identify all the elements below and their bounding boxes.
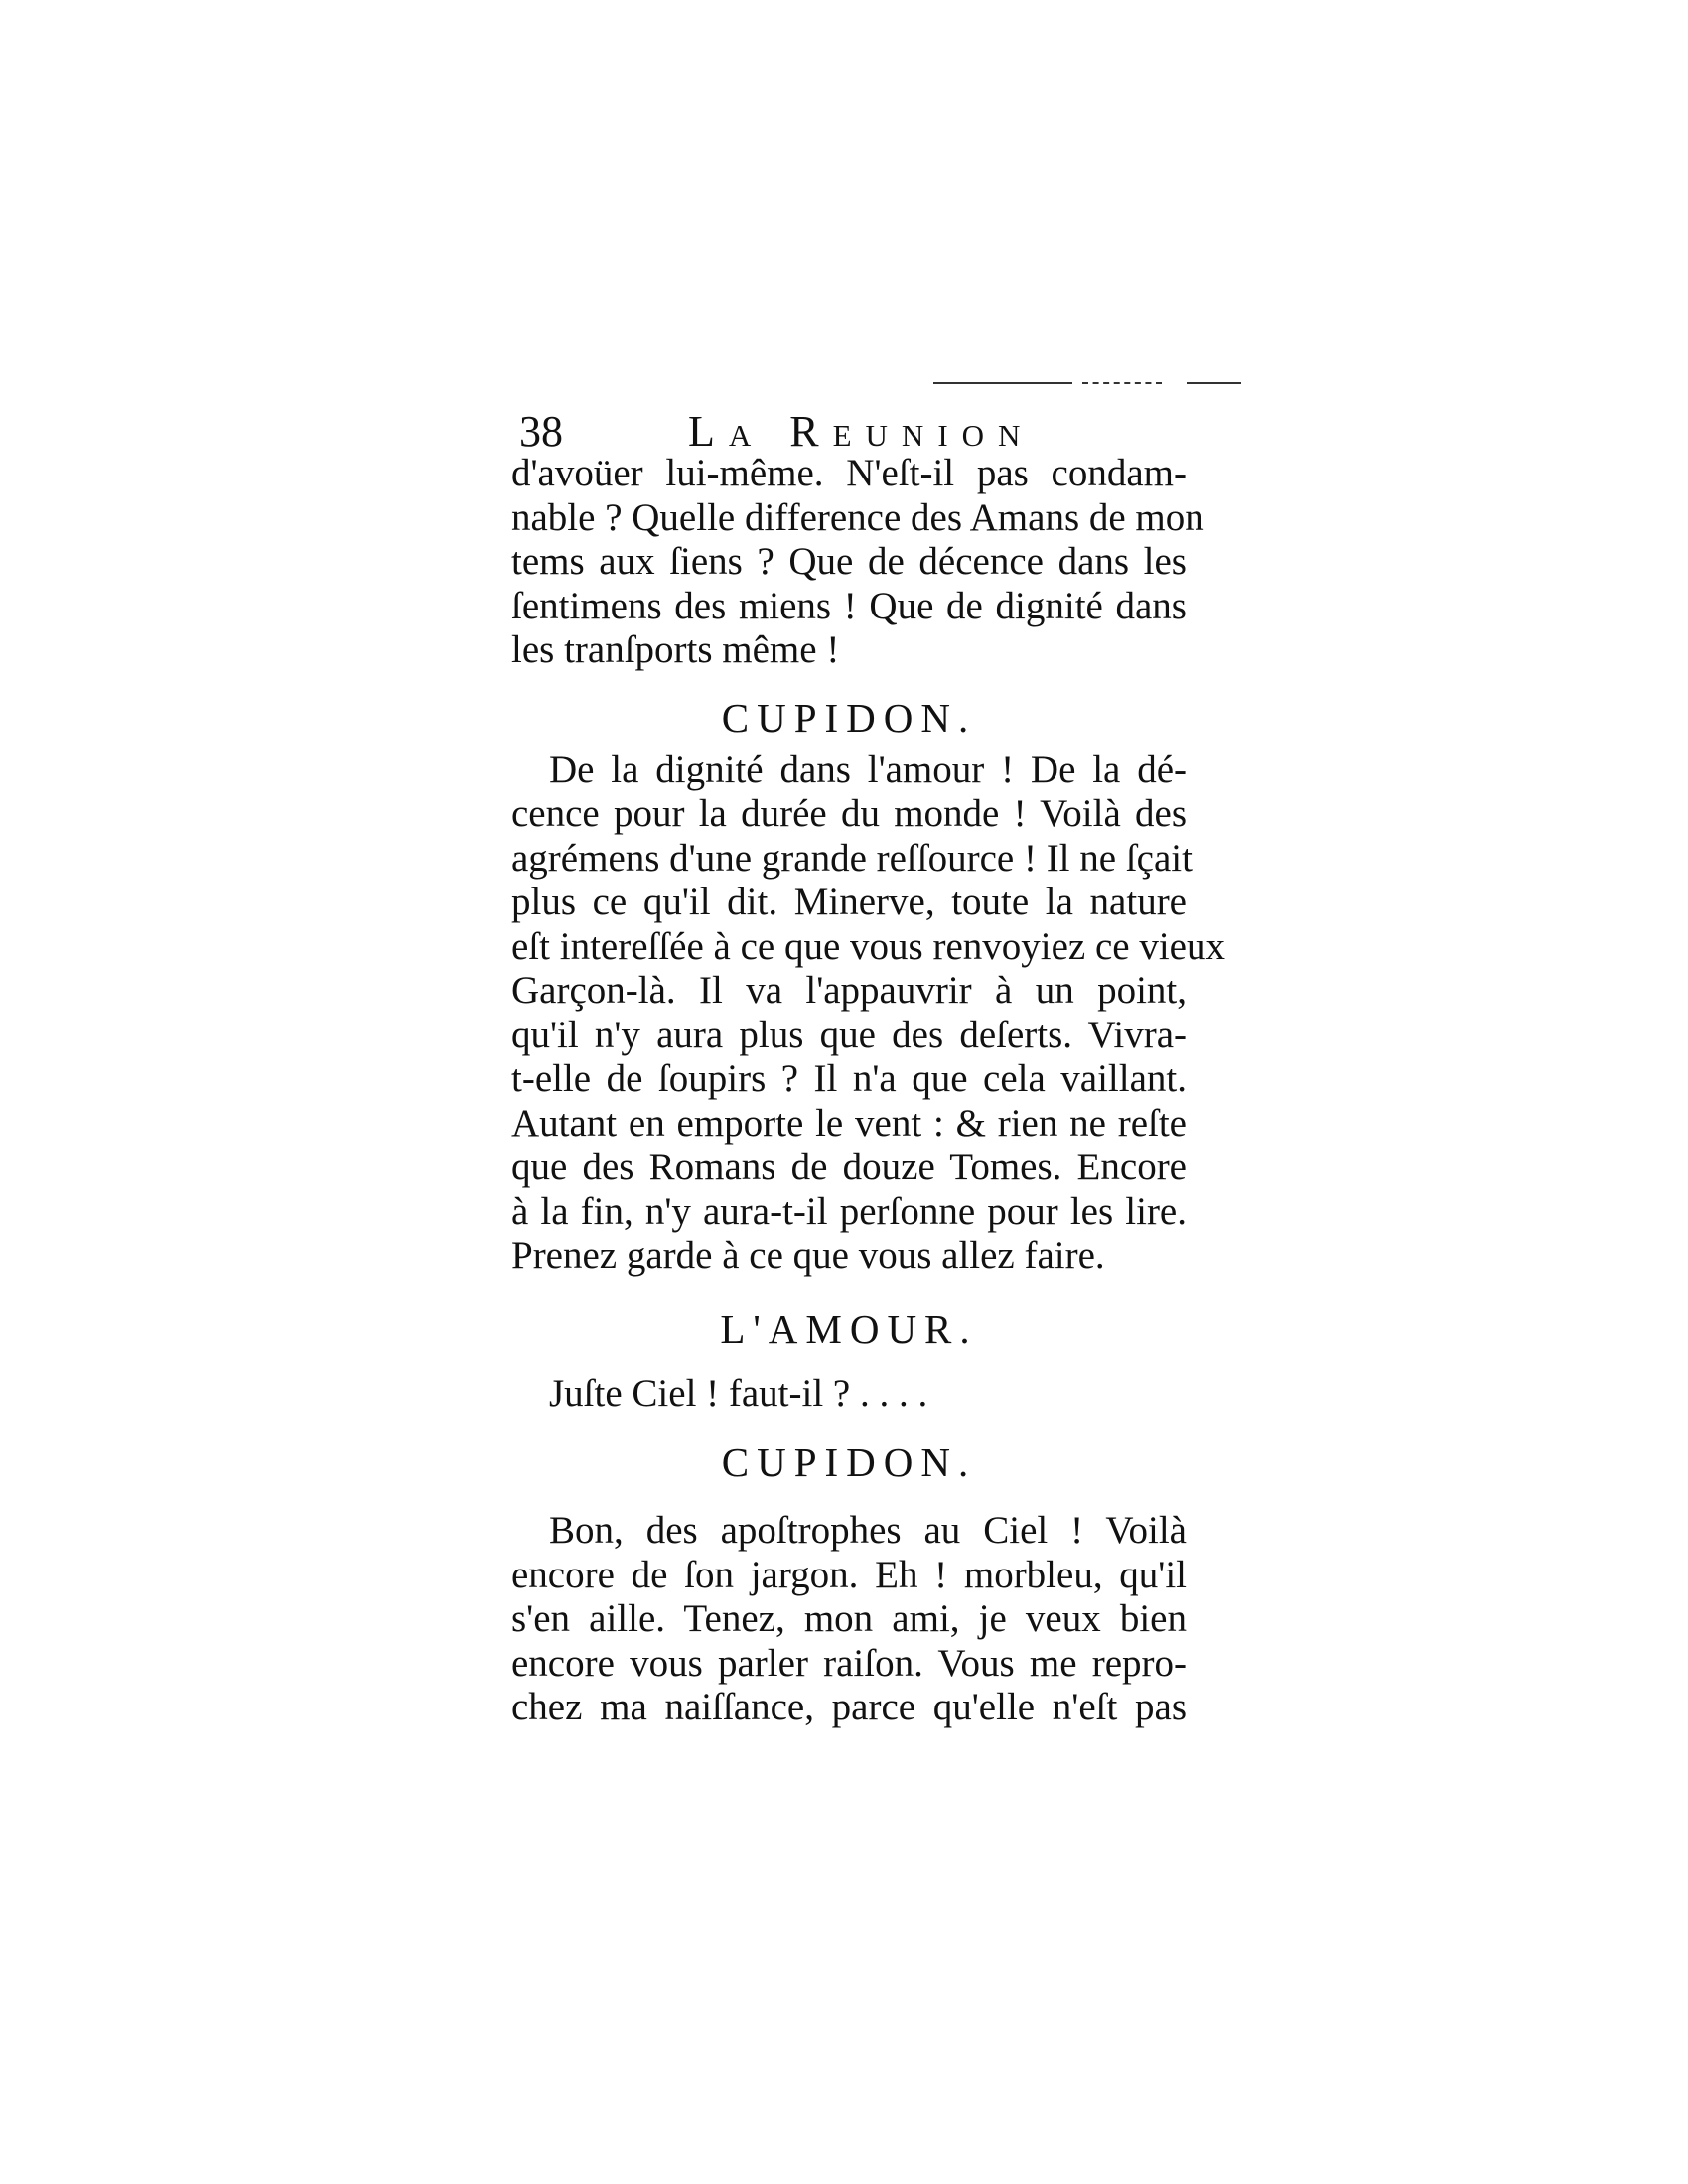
header-rule-dashed [1082, 382, 1162, 384]
text-line: encore vous parler raiſon. Vous me repro- [511, 1641, 1187, 1685]
text-line: chez ma naiſſance, parce qu'elle n'eſt pas [511, 1686, 1187, 1728]
text-line: encore de ſon jargon. Eh ! morbleu, qu'il [511, 1553, 1187, 1596]
text-line: t-elle de ſoupirs ? Il n'a que cela vaillant. [511, 1057, 1187, 1100]
text-line: s'en aille. Tenez, mon ami, je veux bien [511, 1597, 1187, 1640]
text-line: eſt intereſſée à ce que vous renvoyiez ce vieux [511, 924, 1225, 968]
page-number: 38 [519, 407, 563, 456]
text-line: plus ce qu'il dit. Minerve, toute la nature [511, 881, 1187, 923]
header-rule-short [1187, 382, 1241, 384]
text-line: De la dignité dans l'amour ! De la dé- [549, 748, 1187, 791]
text-line: agrémens d'une grande reſſource ! Il ne ſçait [511, 836, 1193, 880]
paragraph [511, 1509, 1187, 1730]
text-line: les tranſports même ! [511, 628, 840, 671]
running-head-title: La Reunion [688, 407, 1035, 456]
text-line: Garçon-là. Il va l'appauvrir à un point, [511, 969, 1187, 1012]
text-line: ſentimens des miens ! Que de dignité dans [511, 584, 1187, 627]
text-line: que des Romans de douze Tomes. Encore [511, 1146, 1187, 1188]
text-line: Autant en emporte le vent : & rien ne reſte [511, 1101, 1187, 1145]
speaker-name: CUPIDON. [721, 1439, 977, 1485]
paragraph [511, 1372, 1187, 1417]
speaker-name: L'AMOUR. [720, 1305, 978, 1352]
speaker-name: CUPIDON. [721, 694, 977, 741]
text-line: cence pour la durée du monde ! Voilà des [511, 792, 1187, 835]
book-page [511, 402, 1225, 1730]
text-line: à la fin, n'y aura-t-il perſonne pour les lire. [511, 1189, 1187, 1233]
paragraph [511, 748, 1225, 1279]
header-rule [933, 382, 1072, 384]
text-line: Bon, des apoſtrophes au Ciel ! Voilà [549, 1509, 1187, 1552]
text-line: tems aux ſiens ? Que de décence dans les [511, 540, 1187, 583]
paragraph [511, 452, 1204, 673]
text-line: Prenez garde à ce que vous allez faire. [511, 1234, 1105, 1277]
text-line: d'avoüer lui-même. N'eſt-il pas condam- [511, 452, 1187, 494]
text-line: qu'il n'y aura plus que des deſerts. Vivra- [511, 1013, 1187, 1056]
text-line: nable ? Quelle difference des Amans de mon [511, 495, 1204, 539]
text-line: Juſte Ciel ! faut-il ? . . . . [549, 1371, 928, 1415]
